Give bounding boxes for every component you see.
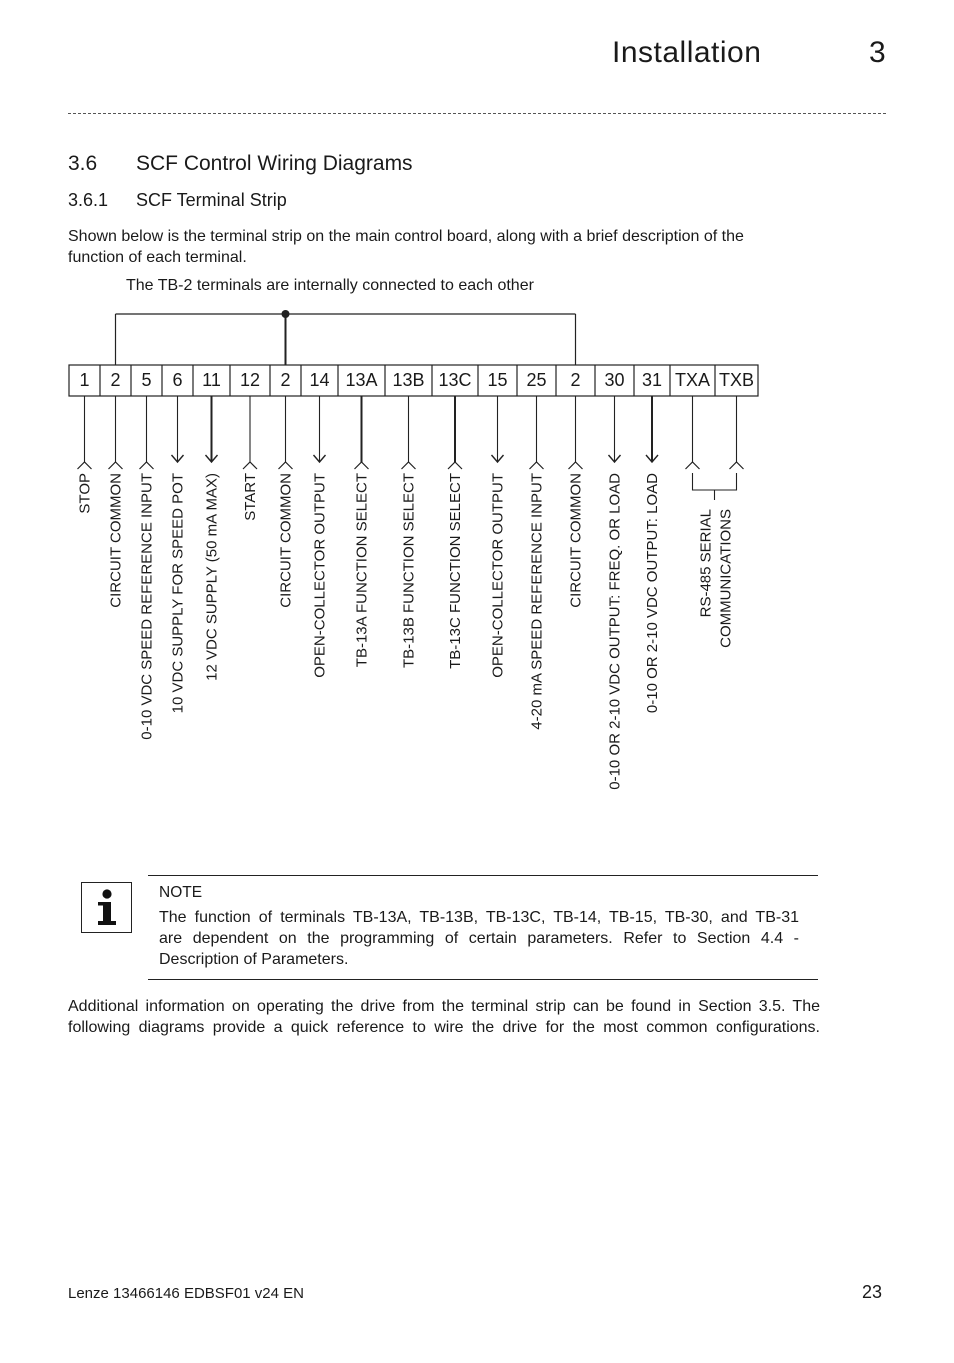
input-arrow (686, 462, 700, 469)
terminal-label: TXB (718, 370, 755, 390)
input-arrow (530, 462, 544, 469)
input-arrow (402, 462, 416, 469)
terminal-description: 0-10 VDC SPEED REFERENCE INPUT (138, 473, 156, 740)
input-arrow (243, 462, 257, 469)
terminal-label: 14 (309, 370, 330, 390)
terminal-label: 13B (392, 370, 425, 390)
terminal-label: 11 (202, 370, 221, 390)
subsection-number: 3.6.1 (68, 190, 109, 210)
terminal-description: 12 VDC SUPPLY (50 mA MAX) (203, 473, 221, 681)
terminal-label: TXA (674, 370, 711, 390)
page-number: 23 (862, 1282, 883, 1302)
chapter-number: 3 (869, 36, 886, 69)
terminal-label: 13A (345, 370, 378, 390)
intro-line-1: Shown below is the terminal strip on the main control board, along with a brief description of the (68, 228, 744, 245)
input-arrow (78, 462, 92, 469)
terminal-description: OPEN-COLLECTOR OUTPUT (311, 473, 329, 678)
terminal-label: 1 (79, 370, 90, 390)
terminal-label: 30 (604, 370, 625, 390)
terminal-description: 4-20 mA SPEED REFERENCE INPUT (528, 473, 546, 730)
closing-paragraph (68, 996, 820, 1038)
terminal-label: 25 (526, 370, 547, 390)
input-arrow (355, 462, 369, 469)
input-arrow (140, 462, 154, 469)
closing-line-2: following diagrams provide a quick reference to wire the drive for the most common configurations. (68, 1019, 820, 1036)
terminal-label: 12 (239, 370, 261, 390)
terminal-label: 2 (570, 370, 581, 390)
terminal-label: 15 (487, 370, 508, 390)
rs485-label-line-2: COMMUNICATIONS (717, 509, 735, 648)
terminal-description: START (242, 473, 259, 521)
note-line-1: The function of terminals TB-13A, TB-13B, TB-13C, TB-14, TB-15, TB-30, and TB-31 (159, 909, 799, 926)
note-text (159, 907, 799, 970)
input-arrow (279, 462, 293, 469)
rs485-group (698, 509, 735, 648)
input-arrow (109, 462, 123, 469)
intro-line-2: function of each terminal. (68, 249, 247, 266)
bus-caption: The TB-2 terminals are internally connected to each other (126, 277, 534, 294)
terminal-description: OPEN-COLLECTOR OUTPUT (489, 473, 507, 678)
footer-doc-id: Lenze 13466146 EDBSF01 v24 EN (68, 1285, 304, 1302)
note-line-2: are dependent on the programming of certain parameters. Refer to Section 4.4 - (159, 930, 799, 947)
terminal-description: TB-13C FUNCTION SELECT (447, 473, 464, 669)
terminal-label: 5 (141, 370, 152, 390)
closing-line-1: Additional information on operating the drive from the terminal strip can be found in Section 3.5. The (68, 998, 820, 1015)
terminal-description: TB-13B FUNCTION SELECT (400, 473, 418, 669)
terminal-strip (78, 365, 755, 469)
terminal-label: 31 (641, 370, 663, 390)
terminal-description: CIRCUIT COMMON (277, 473, 295, 608)
section-number: 3.6 (68, 152, 98, 175)
tb2-junction-dot (282, 310, 290, 318)
terminal-label: 13C (438, 370, 472, 390)
subsection-title: SCF Terminal Strip (136, 190, 287, 210)
terminal-description: 0-10 OR 2-10 VDC OUTPUT: LOAD (644, 473, 661, 714)
terminal-description: 0-10 OR 2-10 VDC OUTPUT: FREQ. OR LOAD (606, 473, 624, 790)
terminal-description: TB-13A FUNCTION SELECT (353, 473, 371, 668)
header-title: Installation (612, 36, 762, 69)
terminal-label: 6 (172, 370, 183, 390)
section-title: SCF Control Wiring Diagrams (136, 152, 413, 175)
diagram-static (69, 310, 758, 500)
terminal-description: STOP (76, 473, 94, 514)
terminal-label: 2 (110, 370, 121, 390)
terminal-description: 10 VDC SUPPLY FOR SPEED POT (169, 473, 187, 714)
input-arrow (730, 462, 744, 469)
terminal-description: CIRCUIT COMMON (107, 473, 125, 608)
input-arrow (448, 462, 462, 469)
rs485-label-line-1: RS-485 SERIAL (697, 509, 715, 618)
note-line-3: Description of Parameters. (159, 951, 349, 968)
terminal-descriptions (77, 473, 662, 790)
terminal-description: CIRCUIT COMMON (567, 473, 585, 608)
rs485-bracket (693, 473, 737, 490)
input-arrow (569, 462, 583, 469)
info-icon (81, 882, 132, 933)
terminal-label: 2 (280, 370, 291, 390)
note-heading: NOTE (159, 884, 203, 901)
